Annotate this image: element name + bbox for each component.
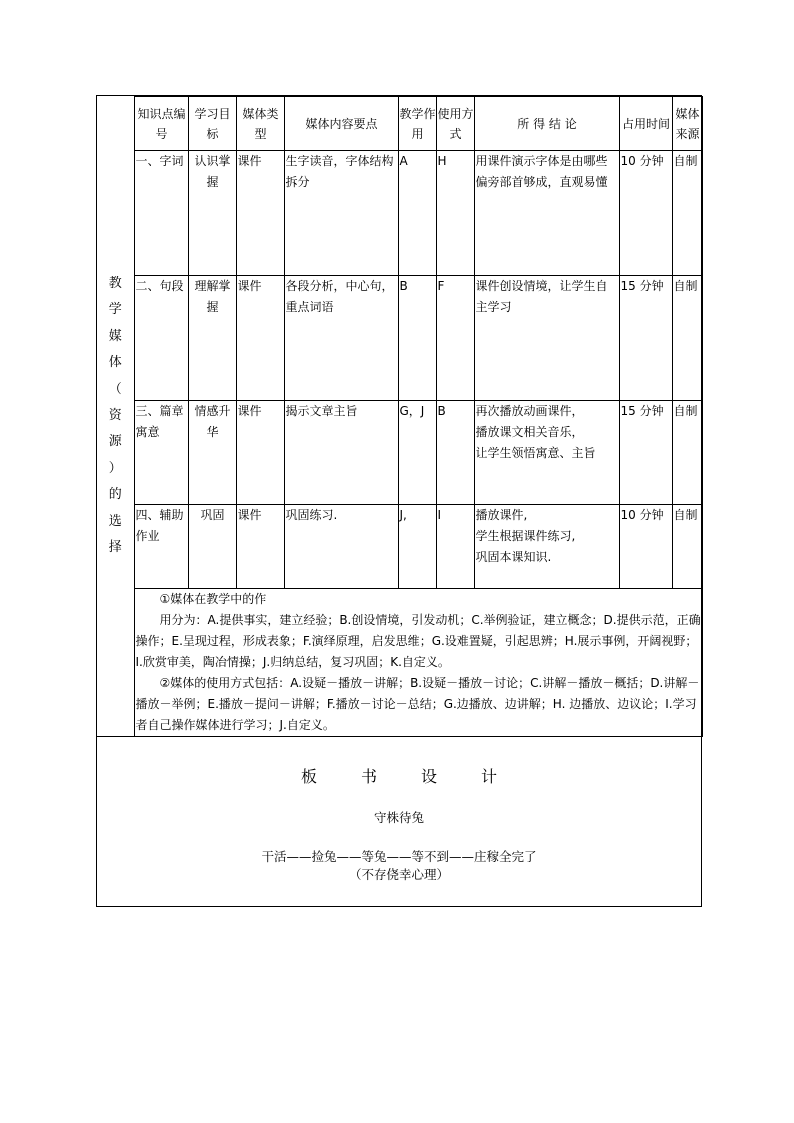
board-subtitle: 守株待兔 bbox=[373, 810, 424, 825]
cell-source: 自制 bbox=[672, 505, 702, 589]
cell-goal: 理解掌握 bbox=[188, 276, 236, 401]
header-time: 占用时间 bbox=[619, 97, 672, 151]
board-title-char: 设 bbox=[421, 767, 438, 786]
section-label-char: 源 bbox=[108, 434, 122, 450]
cell-usage: F bbox=[436, 276, 474, 401]
section-label bbox=[107, 271, 123, 561]
lesson-plan-sheet bbox=[96, 95, 702, 907]
header-conclusion: 所 得 结 论 bbox=[474, 97, 619, 151]
table-header-row bbox=[97, 97, 702, 151]
cell-conclusion: 课件创设情境，让学生自主学习 bbox=[474, 276, 619, 401]
header-content: 媒体内容要点 bbox=[284, 97, 398, 151]
section-label-char: 学 bbox=[108, 302, 122, 318]
board-story-line: 干活——捡兔——等兔——等不到——庄稼全完了 bbox=[261, 849, 537, 864]
section-label-char: 教 bbox=[108, 276, 122, 292]
header-source: 媒体来源 bbox=[672, 97, 702, 151]
media-notes bbox=[134, 589, 702, 737]
cell-conclusion: 再次播放动画课件， 播放课文相关音乐， 让学生领悟寓意、主旨 bbox=[474, 401, 619, 505]
header-knowledge: 知识点编 号 bbox=[134, 97, 188, 151]
cell-role: J, bbox=[398, 505, 436, 589]
header-media-type: 媒体类型 bbox=[236, 97, 284, 151]
notes-line-2: 用分为：A.提供事实，建立经验；B.创设情境，引发动机；C.举例验证，建立概念；D.提供示范，正确操作；E.呈现过程，形成表象；F.演绎原理，启发思维；G.设难置疑，引起思辨；H.展示事例，开阔视野；I.欣赏审美，陶冶情操；J.归纳总结，复习巩固；K.自定义。 bbox=[135, 613, 701, 669]
section-label-char: 的 bbox=[108, 487, 122, 503]
cell-role: B bbox=[398, 276, 436, 401]
cell-goal: 认识掌握 bbox=[188, 151, 236, 276]
cell-source: 自制 bbox=[672, 401, 702, 505]
cell-goal: 情感升华 bbox=[188, 401, 236, 505]
table-row bbox=[97, 401, 702, 505]
section-label-char: 媒 bbox=[108, 328, 122, 344]
notes-line-1: ①媒体在教学中的作 bbox=[159, 592, 267, 606]
cell-goal: 巩固 bbox=[188, 505, 236, 589]
board-title-char: 计 bbox=[481, 767, 498, 786]
cell-conclusion: 播放课件, 学生根据课件练习, 巩固本课知识. bbox=[474, 505, 619, 589]
header-role: 教学作用 bbox=[398, 97, 436, 151]
cell-time: 15 分钟 bbox=[619, 276, 672, 401]
board-note: （不存侥幸心理） bbox=[348, 867, 449, 882]
section-label-char: 选 bbox=[108, 513, 122, 529]
board-design bbox=[97, 721, 701, 883]
cell-content: 巩固练习. bbox=[284, 505, 398, 589]
cell-time: 10 分钟 bbox=[619, 505, 672, 589]
cell-source: 自制 bbox=[672, 151, 702, 276]
cell-knowledge: 一、字词 bbox=[134, 151, 188, 276]
cell-conclusion: 用课件演示字体是由哪些偏旁部首够成，直观易懂 bbox=[474, 151, 619, 276]
cell-time: 10 分钟 bbox=[619, 151, 672, 276]
cell-knowledge: 三、篇章寓意 bbox=[134, 401, 188, 505]
table-row bbox=[97, 505, 702, 589]
cell-content: 各段分析，中心句，重点词语 bbox=[284, 276, 398, 401]
cell-media-type: 课件 bbox=[236, 151, 284, 276]
notes-row bbox=[97, 589, 702, 737]
board-title-char: 书 bbox=[360, 767, 377, 786]
header-usage: 使用方式 bbox=[436, 97, 474, 151]
cell-media-type: 课件 bbox=[236, 401, 284, 505]
cell-time: 15 分钟 bbox=[619, 401, 672, 505]
cell-media-type: 课件 bbox=[236, 505, 284, 589]
section-label-char: 体 bbox=[108, 355, 122, 371]
section-label-char: 择 bbox=[108, 540, 122, 556]
section-label-char: 资 bbox=[108, 408, 122, 424]
section-label-cell bbox=[97, 97, 134, 737]
board-title-char: 板 bbox=[300, 767, 317, 786]
cell-usage: I bbox=[436, 505, 474, 589]
section-label-char: （ bbox=[108, 381, 122, 397]
cell-media-type: 课件 bbox=[236, 276, 284, 401]
table-row bbox=[97, 151, 702, 276]
cell-usage: B bbox=[436, 401, 474, 505]
cell-knowledge: 二、句段 bbox=[134, 276, 188, 401]
cell-content: 揭示文章主旨 bbox=[284, 401, 398, 505]
section-label-char: ） bbox=[108, 460, 122, 476]
header-goal: 学习目标 bbox=[188, 97, 236, 151]
cell-usage: H bbox=[436, 151, 474, 276]
board-title bbox=[97, 764, 701, 787]
notes-line-3: ②媒体的使用方式包括：A.设疑－播放－讲解；B.设疑－播放－讨论；C.讲解－播放－概括；D.讲解－播放－举例；E.播放－提问－讲解；F.播放－讨论－总结；G.边播放、边讲解；H. 边播放、边议论；I.学习者自己操作媒体进行学习；J.自定义。 bbox=[135, 676, 700, 732]
cell-knowledge: 四、辅助作业 bbox=[134, 505, 188, 589]
table-row bbox=[97, 276, 702, 401]
media-selection-table bbox=[97, 96, 703, 737]
cell-role: G，J bbox=[398, 401, 436, 505]
cell-source: 自制 bbox=[672, 276, 702, 401]
cell-role: A bbox=[398, 151, 436, 276]
cell-content: 生字读音，字体结构拆分 bbox=[284, 151, 398, 276]
